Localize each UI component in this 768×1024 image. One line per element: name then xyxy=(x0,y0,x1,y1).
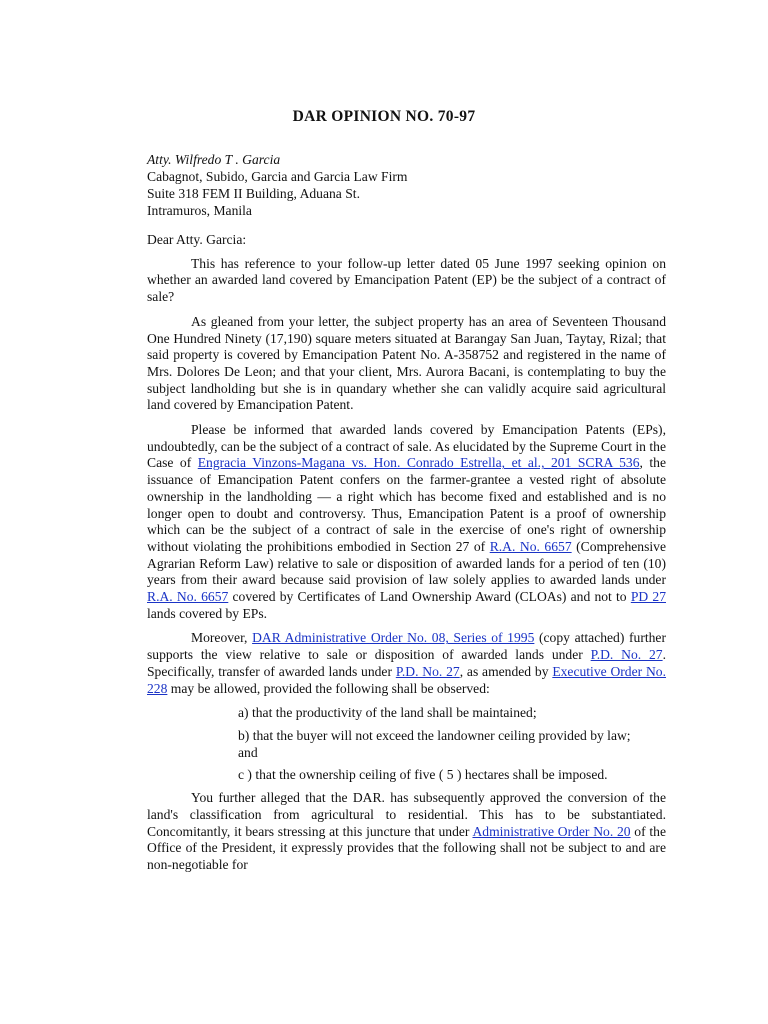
paragraph-5-text: You further alleged that the DAR. has subsequently approved the conversion of the land's classification from agricultural to residential. This has to be substantiated. Concomitantly, it bears stressing at this juncture that under xyxy=(147,790,666,839)
list-item: b) that the buyer will not exceed the landowner ceiling provided by law; and xyxy=(238,727,631,760)
ao-20-link[interactable]: Administrative Order No. 20 xyxy=(472,823,631,839)
addressee-city: Intramuros, Manila xyxy=(147,203,252,218)
list-item: a) that the productivity of the land shall be maintained; xyxy=(238,705,537,721)
paragraph-4-text: . Specifically, transfer of awarded lands under xyxy=(147,647,666,679)
paragraph-4-text: Moreover, xyxy=(191,630,253,646)
addressee-block xyxy=(147,151,407,219)
salutation: Dear Atty. Garcia: xyxy=(147,232,247,247)
paragraph-3-text: Please be informed that awarded lands covered by Emancipation Patents (EPs), undoubtedly, can be the subject of a contract of sale. As elucidated by the Supreme Court in the Case of xyxy=(147,422,666,471)
page-title: DAR OPINION NO. 70-97 xyxy=(292,108,476,125)
conditions-list xyxy=(147,705,666,784)
paragraph-2: As gleaned from your letter, the subject property has an area of Seventeen Thousand One Hundred Ninety (17,190) square meters situated at Barangay San Juan, Taytay, Rizal; that said property is covered by Emancipation Patent No. A-358752 and registered in the name of Mrs. Dolores De Leon; and that your client, Mrs. Aurora Bacani, is contemplating to buy the subject landholding but she is in quandary whether she can validly acquire said agricultural land covered by Emancipation Patent. xyxy=(147,313,666,413)
paragraph-5-text: of the Office of the President, it expressly provides that the following shall not be subject to and are non-negotiable for xyxy=(147,823,666,872)
paragraph-3 xyxy=(147,422,666,622)
ra-6657-link[interactable]: R.A. No. 6657 xyxy=(147,589,229,605)
pd-27-link[interactable]: P.D. No. 27 xyxy=(395,663,460,679)
paragraph-4 xyxy=(147,630,666,697)
paragraph-3-text: lands covered by EPs. xyxy=(147,605,268,621)
dar-ao-08-link[interactable]: DAR Administrative Order No. 08, Series of 1995 xyxy=(252,630,535,646)
ra-6657-link[interactable]: R.A. No. 6657 xyxy=(489,538,572,554)
paragraph-3-text: (Comprehensive Agrarian Reform Law) relative to sale or disposition of awarded lands for a period of ten (10) years from their award because said provision of law solely applies to awarded lands under xyxy=(147,538,666,588)
paragraph-5 xyxy=(147,790,666,874)
paragraph-3-text: , the issuance of Emancipation Patent confers on the farmer-grantee a vested right of absolute ownership in the landholding — a right which has become fixed and established and is no longer open to doubt and controversy. Thus, Emancipation Patent is a proof of ownership which can be the subject of a contract of sale in the exercise of one's right of ownership without violating the prohibitions embodied in Section 27 of xyxy=(147,455,666,554)
letter-body xyxy=(147,232,666,882)
addressee-name: Atty. Wilfredo T . Garcia xyxy=(147,152,281,167)
eo-228-link[interactable]: Executive Order No. 228 xyxy=(147,663,666,696)
pd-27-link[interactable]: P.D. No. 27 xyxy=(590,647,663,663)
addressee-building: Suite 318 FEM II Building, Aduana St. xyxy=(147,186,360,201)
paragraph-4-text: , as amended by xyxy=(459,663,553,679)
paragraph-1: This has reference to your follow-up letter dated 05 June 1997 seeking opinion on whether an awarded land covered by Emancipation Patent (EP) be the subject of a contract of sale? xyxy=(147,255,666,305)
paragraph-4-text: (copy attached) further supports the view relative to sale or disposition of awarded lands under xyxy=(147,630,666,663)
pd-27-link[interactable]: PD 27 xyxy=(630,589,666,605)
paragraph-3-text: covered by Certificates of Land Ownership Award (CLOAs) and not to xyxy=(228,589,631,605)
addressee-firm: Cabagnot, Subido, Garcia and Garcia Law Firm xyxy=(147,169,408,184)
list-item: c ) that the ownership ceiling of five ( 5 ) hectares shall be imposed. xyxy=(238,767,608,783)
case-link-vinzons-magana[interactable]: Engracia Vinzons-Magana vs. Hon. Conrado Estrella, et al., 201 SCRA 536 xyxy=(197,455,640,471)
paragraph-4-text: may be allowed, provided the following shall be observed: xyxy=(167,680,490,696)
